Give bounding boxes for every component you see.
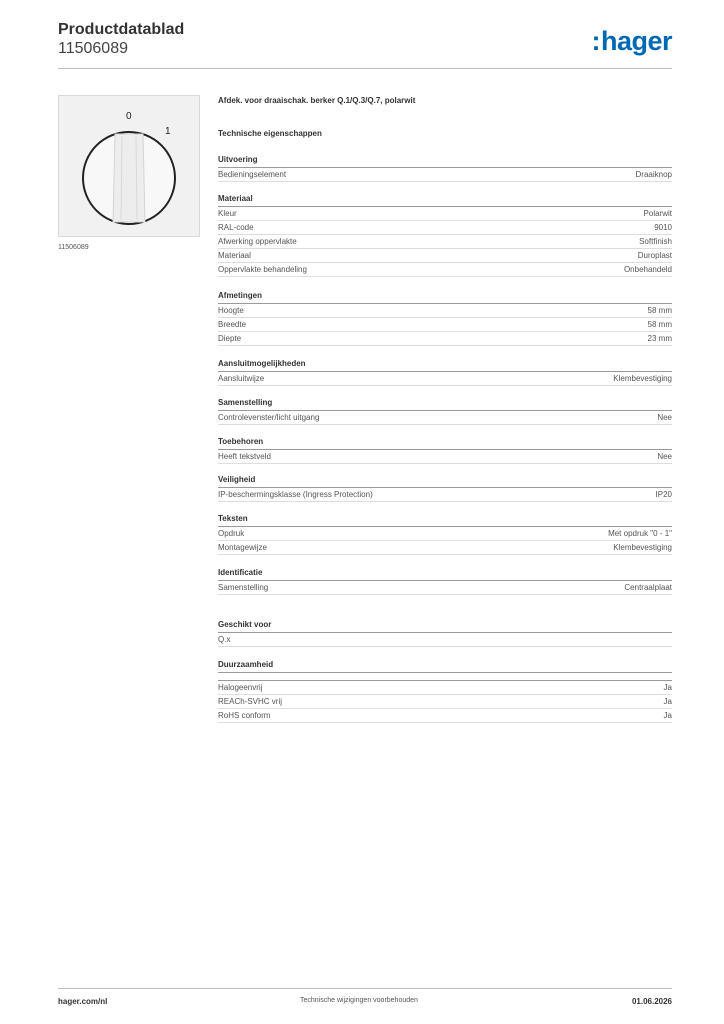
row-label: Kleur [218, 209, 237, 218]
section-afmetingen [218, 291, 672, 346]
image-caption: 11506089 [58, 244, 89, 251]
row-label: Bedieningselement [218, 170, 287, 179]
table-row [218, 411, 672, 425]
section-duurzaamheid [218, 660, 672, 723]
table-row [218, 695, 672, 709]
hager-logo [591, 26, 672, 57]
header-divider [58, 68, 672, 69]
row-value: Softfinish [639, 237, 672, 246]
row-label: RAL-code [218, 223, 254, 232]
row-value: Met opdruk "0 - 1" [608, 529, 672, 538]
row-value: Klembevestiging [613, 374, 672, 383]
table-row [218, 221, 672, 235]
row-value: Centraalplaat [624, 583, 672, 592]
row-label: Materiaal [218, 251, 251, 260]
row-value: Draaiknop [635, 170, 672, 179]
row-value: 9010 [654, 223, 672, 232]
section-title: Samenstelling [218, 398, 672, 411]
table-row [218, 168, 672, 182]
row-label: RoHS conform [218, 711, 271, 720]
section-veiligheid [218, 475, 672, 502]
row-label: Afwerking oppervlakte [218, 237, 297, 246]
table-row [218, 633, 672, 647]
section-teksten [218, 514, 672, 555]
row-value: Nee [657, 413, 672, 422]
row-label: Heeft tekstveld [218, 452, 271, 461]
row-value: Ja [663, 697, 672, 706]
table-row [218, 207, 672, 221]
row-label: IP-beschermingsklasse (Ingress Protection) [218, 490, 373, 499]
row-value: IP20 [655, 490, 672, 499]
table-row [218, 304, 672, 318]
section-geschikt-voor [218, 620, 672, 647]
footer-website-link[interactable]: hager.com/nl [58, 997, 108, 1006]
product-image [58, 95, 200, 237]
page-header [58, 20, 184, 58]
footer-date: 01.06.2026 [631, 997, 672, 1006]
section-title: Afmetingen [218, 291, 672, 304]
row-label: Controlevenster/licht uitgang [218, 413, 320, 422]
row-label: Breedte [218, 320, 247, 329]
row-label: Samenstelling [218, 583, 269, 592]
knob-label-1: 1 [165, 126, 171, 137]
row-value: Ja [663, 683, 672, 692]
section-title: Veiligheid [218, 475, 672, 488]
row-value: Ja [663, 711, 672, 720]
knob-label-0: 0 [126, 111, 132, 122]
table-row [218, 527, 672, 541]
section-title: Toebehoren [218, 437, 672, 450]
table-row [218, 318, 672, 332]
row-value: 23 mm [647, 334, 672, 343]
table-row [218, 372, 672, 386]
row-label: Aansluitwijze [218, 374, 265, 383]
logo-colon-icon: : [591, 26, 600, 56]
section-title: Materiaal [218, 194, 672, 207]
section-materiaal [218, 194, 672, 277]
section-samenstelling [218, 398, 672, 425]
table-row [218, 541, 672, 555]
product-name: Afdek. voor draaischak. berker Q.1/Q.3/Q.7, polarwit [218, 96, 416, 105]
row-value: Klembevestiging [613, 543, 672, 552]
row-value: Onbehandeld [623, 265, 672, 274]
table-row [218, 332, 672, 346]
section-identificatie [218, 568, 672, 595]
row-value: 58 mm [647, 320, 672, 329]
row-label: Halogeenvrij [218, 683, 263, 692]
table-row [218, 709, 672, 723]
product-content [218, 96, 672, 720]
table-row [218, 680, 672, 695]
footer-disclaimer: Technische wijzigingen voorbehouden [300, 997, 418, 1004]
section-title: Duurzaamheid [218, 660, 672, 673]
row-label: Diepte [218, 334, 242, 343]
table-row [218, 249, 672, 263]
section-title: Geschikt voor [218, 620, 672, 633]
row-label: Hoogte [218, 306, 244, 315]
row-label: REACh-SVHC vrij [218, 697, 283, 706]
document-title: Productdatablad [58, 21, 185, 38]
section-title: Teksten [218, 514, 672, 527]
table-row [218, 488, 672, 502]
section-title: Uitvoering [218, 155, 672, 168]
row-label: Opdruk [218, 529, 245, 538]
technical-properties-heading: Technische eigenschappen [218, 129, 322, 138]
row-value: Duroplast [637, 251, 672, 260]
section-title: Aansluitmogelijkheden [218, 359, 672, 372]
row-value: Nee [657, 452, 672, 461]
section-toebehoren [218, 437, 672, 464]
table-row [218, 581, 672, 595]
logo-text: hager [600, 26, 672, 56]
section-title: Identificatie [218, 568, 672, 581]
table-row [218, 263, 672, 277]
rotary-knob-icon [59, 96, 199, 236]
row-value: Polarwit [643, 209, 672, 218]
row-label: Oppervlakte behandeling [218, 265, 307, 274]
row-label: Q.x [218, 635, 231, 644]
table-row [218, 235, 672, 249]
document-number: 11506089 [58, 40, 128, 57]
footer-divider [58, 988, 672, 989]
row-label: Montagewijze [218, 543, 267, 552]
section-uitvoering [218, 155, 672, 182]
section-aansluitmogelijkheden [218, 359, 672, 386]
row-value: 58 mm [647, 306, 672, 315]
table-row [218, 450, 672, 464]
